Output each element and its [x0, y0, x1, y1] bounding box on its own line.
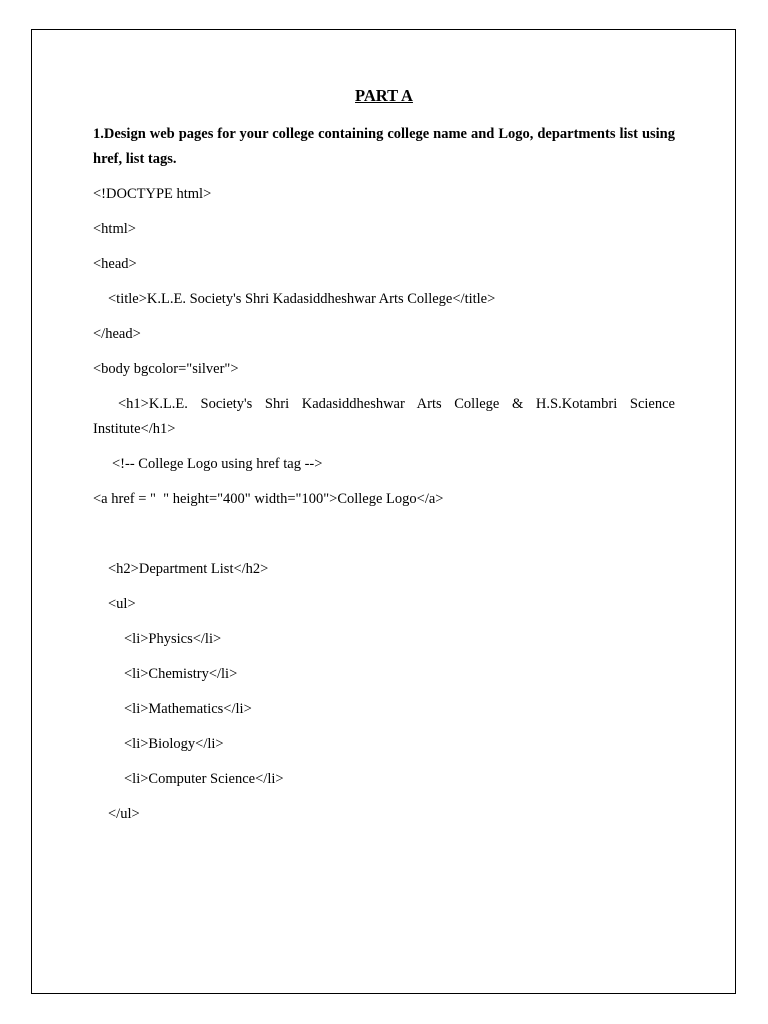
code-line-li: <li>Mathematics</li>	[124, 701, 252, 717]
code-line-li: <li>Computer Science</li>	[124, 771, 284, 787]
code-line-li: <li>Biology</li>	[124, 736, 224, 752]
code-line-li: <li>Physics</li>	[124, 631, 222, 647]
document-content	[93, 84, 675, 837]
code-line-h2: <h2>Department List</h2>	[108, 561, 269, 577]
code-line-head-open: <head>	[93, 256, 137, 272]
code-line-ul-open: <ul>	[108, 596, 136, 612]
blank-line	[93, 522, 675, 547]
code-line-doctype: <!DOCTYPE html>	[93, 186, 212, 202]
code-line-comment: <!-- College Logo using href tag -->	[112, 456, 323, 472]
page-heading: PART A	[355, 86, 413, 105]
code-line-li: <li>Chemistry</li>	[124, 666, 238, 682]
code-line-html-open: <html>	[93, 221, 136, 237]
code-line-anchor: <a href = " " height="400" width="100">College Logo</a>	[93, 491, 444, 507]
code-line-ul-close: </ul>	[108, 806, 140, 822]
question-text: 1.Design web pages for your college containing college name and Logo, departments list using href, list tags.	[93, 126, 675, 167]
code-line-title: <title>K.L.E. Society's Shri Kadasiddheshwar Arts College</title>	[108, 291, 496, 307]
code-line-h1: <h1>K.L.E. Society's Shri Kadasiddheshwar Arts College & H.S.Kotambri Science Institute</h1>	[93, 396, 675, 437]
code-line-head-close: </head>	[93, 326, 141, 342]
code-line-body-open: <body bgcolor="silver">	[93, 361, 239, 377]
